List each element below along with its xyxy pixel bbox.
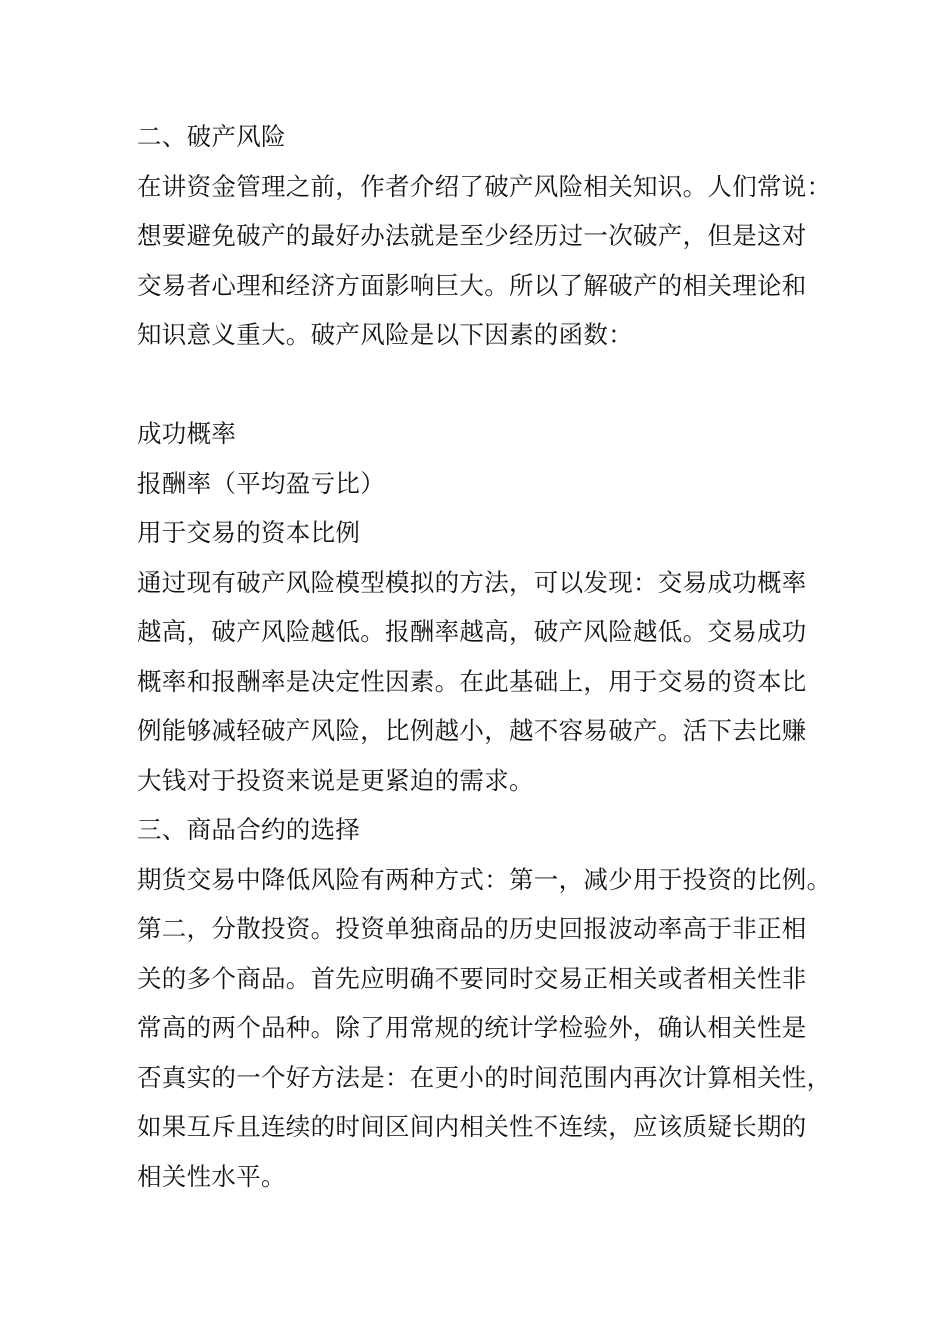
paragraph-line: 通过现有破产风险模型模拟的方法，可以发现：交易成功概率	[137, 567, 807, 597]
paragraph-line: 关的多个商品。首先应明确不要同时交易正相关或者相关性非	[137, 963, 807, 993]
paragraph-line: 交易者心理和经济方面影响巨大。所以了解破产的相关理论和	[137, 270, 807, 300]
paragraph-line: 概率和报酬率是决定性因素。在此基础上，用于交易的资本比	[137, 666, 807, 696]
section-3-heading: 三、商品合约的选择	[137, 815, 361, 844]
paragraph-line: 第二，分散投资。投资单独商品的历史回报波动率高于非正相	[137, 914, 807, 943]
section-2-heading: 二、破产风险	[137, 122, 286, 151]
paragraph-line: 否真实的一个好方法是：在更小的时间范围内再次计算相关性，	[137, 1062, 832, 1092]
document-page	[137, 112, 832, 1201]
paragraph-line: 如果互斥且连续的时间区间内相关性不连续，应该质疑长期的	[137, 1112, 807, 1141]
paragraph-line: 常高的两个品种。除了用常规的统计学检验外，确认相关性是	[137, 1013, 807, 1042]
paragraph-line: 越高，破产风险越低。报酬率越高，破产风险越低。交易成功	[137, 617, 807, 646]
paragraph-line: 在讲资金管理之前，作者介绍了破产风险相关知识。人们常说：	[137, 171, 832, 201]
factor-item: 用于交易的资本比例	[137, 518, 361, 547]
paragraph-line: 想要避免破产的最好办法就是至少经历过一次破产，但是这对	[137, 221, 807, 250]
factor-item: 成功概率	[137, 419, 237, 448]
paragraph-line: 知识意义重大。破产风险是以下因素的函数：	[137, 320, 633, 349]
blank-line	[137, 360, 817, 410]
factor-item: 报酬率（平均盈亏比）	[137, 468, 385, 498]
paragraph-line: 例能够减轻破产风险，比例越小，越不容易破产。活下去比赚	[137, 716, 807, 745]
paragraph-line: 大钱对于投资来说是更紧迫的需求。	[137, 765, 534, 795]
paragraph-line: 期货交易中降低风险有两种方式：第一，减少用于投资的比例。	[137, 864, 832, 894]
paragraph-line: 相关性水平。	[137, 1161, 286, 1191]
